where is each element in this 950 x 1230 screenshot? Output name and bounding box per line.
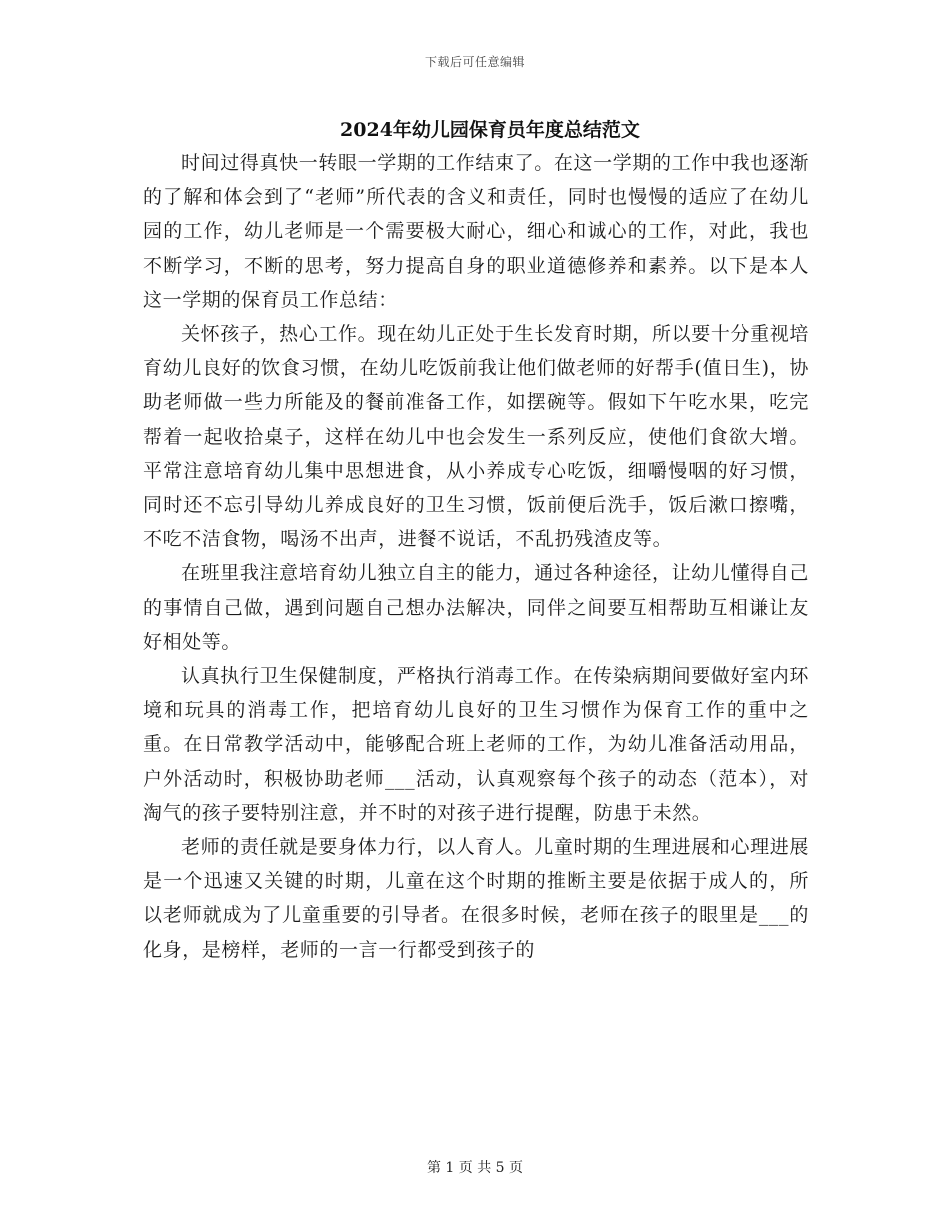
document-title: 2024年幼儿园保育员年度总结范文 (340, 119, 640, 141)
paragraph-5: 老师的责任就是要身体力行，以人育人。儿童时期的生理进展和心理进展是一个迅速又关键的时期，儿童在这个时期的推断主要是依据于成人的，所以老师就成为了儿童重要的引导者。在很多时候，老师在孩子的眼里是___的化身，是榜样，老师的一言一行都受到孩子的 (143, 836, 809, 961)
paragraph-1: 时间过得真快一转眼一学期的工作结束了。在这一学期的工作中我也逐渐的了解和体会到了“老师”所代表的含义和责任，同时也慢慢的适应了在幼儿园的工作，幼儿老师是一个需要极大耐心，细心和诚心的工作，对此，我也不断学习，不断的思考，努力提高自身的职业道德修养和素养。以下是本人这一学期的保育员工作总结： (143, 152, 809, 311)
paragraph-4: 认真执行卫生保健制度，严格执行消毒工作。在传染病期间要做好室内环境和玩具的消毒工作，把培育幼儿良好的卫生习惯作为保育工作的重中之重。在日常教学活动中，能够配合班上老师的工作，为幼儿准备活动用品，户外活动时，积极协助老师___活动，认真观察每个孩子的动态（范本），对淘气的孩子要特别注意，并不时的对孩子进行提醒，防患于未然。 (143, 665, 809, 824)
paragraph-2: 关怀孩子，热心工作。现在幼儿正处于生长发育时期，所以要十分重视培育幼儿良好的饮食习惯，在幼儿吃饭前我让他们做老师的好帮手(值日生)，协助老师做一些力所能及的餐前准备工作，如摆碗等。假如下午吃水果，吃完帮着一起收拾桌子，这样在幼儿中也会发生一系列反应，使他们食欲大增。平常注意培育幼儿集中思想进食，从小养成专心吃饭，细嚼慢咽的好习惯，同时还不忘引导幼儿养成良好的卫生习惯，饭前便后洗手，饭后漱口擦嘴，不吃不洁食物，喝汤不出声，进餐不说话，不乱扔残渣皮等。 (143, 323, 809, 551)
paragraph-3: 在班里我注意培育幼儿独立自主的能力，通过各种途径，让幼儿懂得自己的事情自己做，遇到问题自己想办法解决，同伴之间要互相帮助互相谦让友好相处等。 (143, 562, 809, 653)
page-footer: 第 1 页 共 5 页 (426, 1160, 524, 1176)
document-body (143, 146, 809, 967)
header-note: 下载后可任意编辑 (424, 55, 525, 69)
